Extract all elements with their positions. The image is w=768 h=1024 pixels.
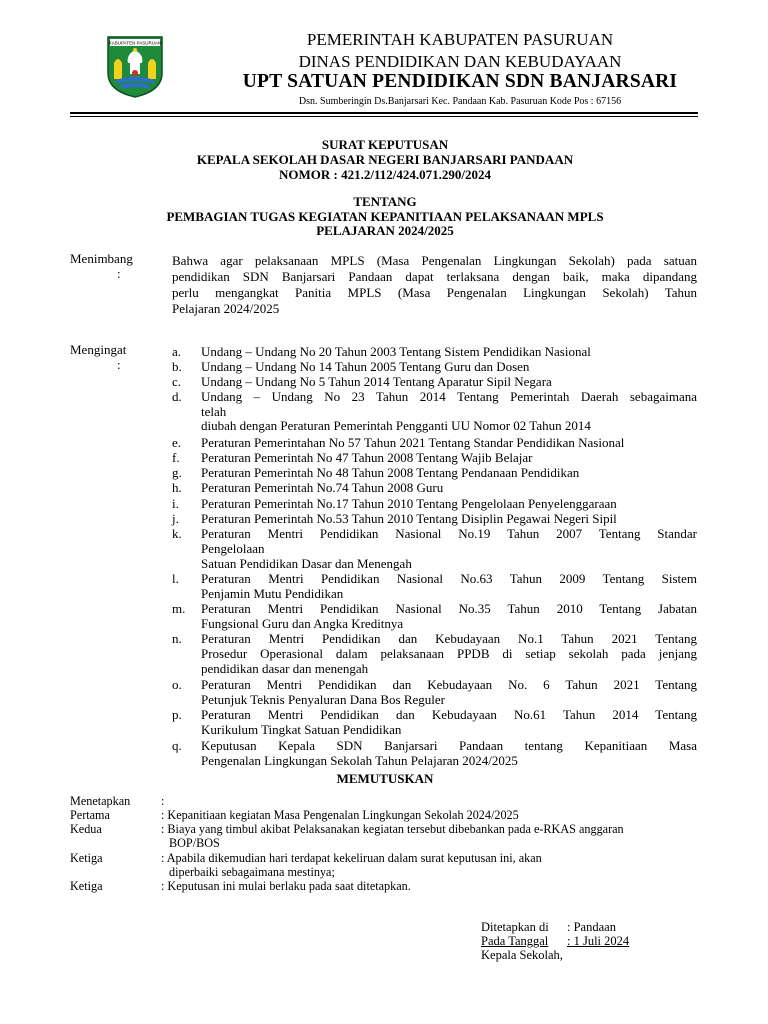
menetapkan-colon: : [161, 794, 165, 808]
item-text: Satuan Pendidikan Dasar dan Menengah [201, 556, 412, 571]
kedua-label: Kedua [70, 822, 102, 836]
item-letter: l. [172, 571, 179, 586]
svg-text:KABUPATEN PASURUAN: KABUPATEN PASURUAN [108, 40, 162, 46]
menetapkan-label: Menetapkan [70, 794, 131, 808]
item-letter: k. [172, 526, 182, 541]
ketiga-text: : Keputusan ini mulai berlaku pada saat ditetapkan. [161, 879, 411, 893]
item-text: Pengelolaan [201, 541, 265, 556]
item-letter: q. [172, 738, 182, 753]
title-nomor: NOMOR : 421.2/112/424.071.290/2024 [279, 167, 491, 182]
menimbang-colon: : [117, 266, 121, 281]
pertama-text: : Kepanitiaan kegiatan Masa Pengenalan Lingkungan Sekolah 2024/2025 [161, 808, 519, 822]
item-text: Pengenalan Lingkungan Sekolah Tahun Pelajaran 2024/2025 [201, 753, 518, 768]
item-letter: n. [172, 631, 182, 646]
ketiga-text: : Apabila dikemudian hari terdapat kekeliruan dalam surat keputusan ini, akan [161, 851, 542, 865]
menimbang-line: Pelajaran 2024/2025 [172, 301, 280, 316]
menimbang-label: Menimbang [70, 251, 133, 266]
kop-thin-rule [70, 116, 698, 117]
item-text: Undang – Undang No 5 Tahun 2014 Tentang Aparatur Sipil Negara [201, 374, 552, 389]
item-letter: o. [172, 677, 182, 692]
ditetapkan-value: : Pandaan [567, 920, 616, 934]
item-text: Prosedur Operasional dalam pelaksanaan PPDB di setiap sekolah pada jenjang [201, 646, 697, 661]
title-kepala-sekolah: KEPALA SEKOLAH DASAR NEGERI BANJARSARI PANDAAN [196, 152, 574, 167]
item-text: telah [201, 404, 227, 419]
kop-line-pemerintah: PEMERINTAH KABUPATEN PASURUAN [306, 30, 614, 49]
kabupaten-pasuruan-logo [104, 33, 166, 99]
pertama-label: Pertama [70, 808, 110, 822]
item-text: Penjamin Mutu Pendidikan [201, 586, 344, 601]
kedua-text: : Biaya yang timbul akibat Pelaksanakan kegiatan tersebut dibebankan pada e-RKAS anggaran [161, 822, 624, 836]
item-text: pendidikan dasar dan menengah [201, 661, 369, 676]
item-text: Peraturan Mentri Pendidikan Nasional No.63 Tahun 2009 Tentang Sistem [201, 571, 697, 586]
item-text: Peraturan Pemerintah No 47 Tahun 2008 Tentang Wajib Belajar [201, 450, 533, 465]
kop-address: Dsn. Sumberingin Ds.Banjarsari Kec. Pandaan Kab. Pasuruan Kode Pos : 67156 [298, 96, 622, 107]
item-text: Keputusan Kepala SDN Banjarsari Pandaan tentang Kepanitiaan Masa [201, 738, 697, 753]
item-letter: e. [172, 435, 182, 450]
item-text: Undang – Undang No 14 Tahun 2005 Tentang Guru dan Dosen [201, 359, 530, 374]
item-letter: i. [172, 496, 179, 511]
title-subject: PEMBAGIAN TUGAS KEGIATAN KEPANITIAAN PELAKSANAAN MPLS [166, 209, 604, 224]
item-text: Peraturan Pemerintah No.74 Tahun 2008 Guru [201, 480, 444, 495]
item-letter: g. [172, 465, 182, 480]
signer-position: Kepala Sekolah, [481, 948, 563, 962]
mengingat-colon: : [117, 357, 121, 372]
item-text: Undang – Undang No 20 Tahun 2003 Tentang Sistem Pendidikan Nasional [201, 344, 591, 359]
kop-line-school-name: UPT SATUAN PENDIDIKAN SDN BANJARSARI [242, 71, 678, 92]
kop-thick-rule [70, 112, 698, 114]
tanggal-label: Pada Tanggal [481, 934, 549, 948]
item-text: Peraturan Pemerintah No 48 Tahun 2008 Tentang Pendanaan Pendidikan [201, 465, 580, 480]
item-letter: f. [172, 450, 180, 465]
menimbang-paragraph [172, 253, 697, 317]
item-text: Kurikulum Tingkat Satuan Pendidikan [201, 722, 402, 737]
item-text: Peraturan Pemerintahan No 57 Tahun 2021 Tentang Standar Pendidikan Nasional [201, 435, 625, 450]
item-letter: p. [172, 707, 182, 722]
ketiga-label: Ketiga [70, 879, 103, 893]
item-text: Peraturan Mentri Pendidikan dan Kebudayaan No.1 Tahun 2021 Tentang [201, 631, 697, 646]
title-surat-keputusan: SURAT KEPUTUSAN [321, 137, 449, 152]
item-text: Petunjuk Teknis Penyaluran Dana Bos Reguler [201, 692, 446, 707]
item-text: diubah dengan Peraturan Pemerintah Pengganti UU Nomor 02 Tahun 2014 [201, 418, 591, 433]
item-letter: b. [172, 359, 182, 374]
menimbang-line: perlu mengangkat Panitia MPLS (Masa Pengenalan Lingkungan Sekolah) Tahun [172, 285, 697, 300]
item-text: Fungsional Guru dan Angka Kreditnya [201, 616, 404, 631]
item-letter: m. [172, 601, 186, 616]
kedua-text: BOP/BOS [169, 836, 220, 850]
ditetapkan-label: Ditetapkan di [481, 920, 549, 934]
item-letter: d. [172, 389, 182, 404]
item-text: Peraturan Mentri Pendidikan dan Kebudayaan No. 6 Tahun 2021 Tentang [201, 677, 697, 692]
item-text: Peraturan Mentri Pendidikan Nasional No.19 Tahun 2007 Tentang Standar [201, 526, 697, 541]
item-letter: c. [172, 374, 182, 389]
title-tentang: TENTANG [353, 194, 417, 209]
ketiga-label: Ketiga [70, 851, 103, 865]
ketiga-text: diperbaiki sebagaimana mestinya; [169, 865, 335, 879]
item-text: Peraturan Pemerintah No.17 Tahun 2010 Tentang Pengelolaan Penyelenggaraan [201, 496, 617, 511]
item-text: Peraturan Mentri Pendidikan dan Kebudayaan No.61 Tahun 2014 Tentang [201, 707, 697, 722]
title-subject-year: PELAJARAN 2024/2025 [316, 223, 454, 238]
mengingat-label: Mengingat [70, 342, 127, 357]
item-text: Peraturan Pemerintah No.53 Tahun 2010 Tentang Disiplin Pegawai Negeri Sipil [201, 511, 617, 526]
memutuskan-heading: MEMUTUSKAN [336, 771, 434, 786]
menimbang-line: pendidikan SDN Banjarsari Pandaan dapat terlaksana dengan baik, maka dipandang [172, 269, 697, 284]
item-letter: h. [172, 480, 182, 495]
item-letter: j. [172, 511, 179, 526]
kop-line-dinas: DINAS PENDIDIKAN DAN KEBUDAYAAN [298, 52, 622, 71]
item-letter: a. [172, 344, 182, 359]
item-text: Undang – Undang No 23 Tahun 2014 Tentang Pemerintah Daerah sebagaimana [201, 389, 697, 404]
tanggal-value: : 1 Juli 2024 [567, 934, 630, 948]
menimbang-line: Bahwa agar pelaksanaan MPLS (Masa Pengenalan Lingkungan Sekolah) pada satuan [172, 253, 697, 268]
item-text: Peraturan Mentri Pendidikan Nasional No.35 Tahun 2010 Tentang Jabatan [201, 601, 697, 616]
